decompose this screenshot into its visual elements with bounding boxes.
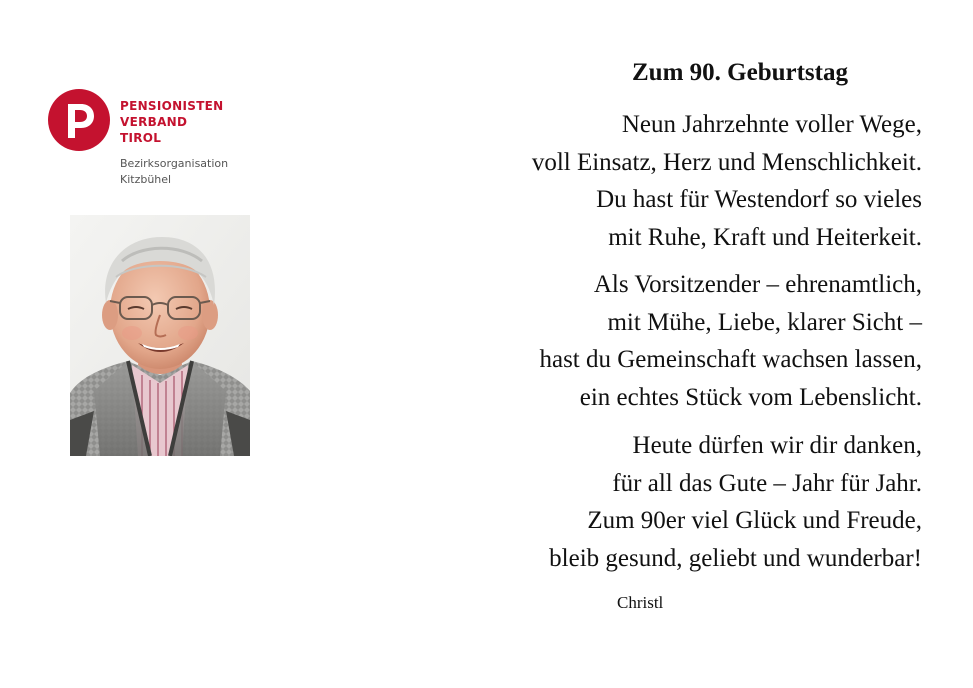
- poem-stanza-1: [532, 106, 922, 256]
- poem-stanza-2: [539, 266, 922, 416]
- poem-line: Zum 90er viel Glück und Freude,: [587, 507, 922, 534]
- organization-name: PENSIONISTEN VERBAND TIROL: [120, 99, 224, 145]
- poem-title: Zum 90. Geburtstag: [632, 59, 848, 86]
- poem-stanza-3: [549, 427, 922, 577]
- poem-line: Als Vorsitzender – ehrenamtlich,: [593, 271, 922, 298]
- portrait-photo: [70, 215, 250, 456]
- poem-line: mit Mühe, Liebe, klarer Sicht –: [607, 308, 922, 336]
- poem-line: mit Ruhe, Kraft und Heiterkeit.: [608, 223, 922, 251]
- letter-p-circle-icon: [48, 89, 110, 151]
- poem-line: Heute dürfen wir dir danken,: [632, 432, 922, 459]
- poem-line: Du hast für Westendorf so vieles: [596, 186, 922, 213]
- poem-line: ein echtes Stück vom Lebenslicht.: [579, 383, 922, 411]
- poem-line: Neun Jahrzehnte voller Wege,: [621, 111, 922, 138]
- poem-line: hast du Gemeinschaft wachsen lassen,: [539, 346, 922, 373]
- poem-line: für all das Gute – Jahr für Jahr.: [612, 469, 922, 497]
- portrait-illustration: [70, 215, 250, 456]
- organization-logo: [48, 89, 248, 199]
- poem-line: voll Einsatz, Herz und Menschlichkeit.: [531, 148, 922, 176]
- poem-line: bleib gesund, geliebt und wunderbar!: [549, 544, 922, 572]
- poem-signature: Christl: [617, 593, 664, 612]
- district-organization: Bezirksorganisation Kitzbühel: [120, 157, 229, 186]
